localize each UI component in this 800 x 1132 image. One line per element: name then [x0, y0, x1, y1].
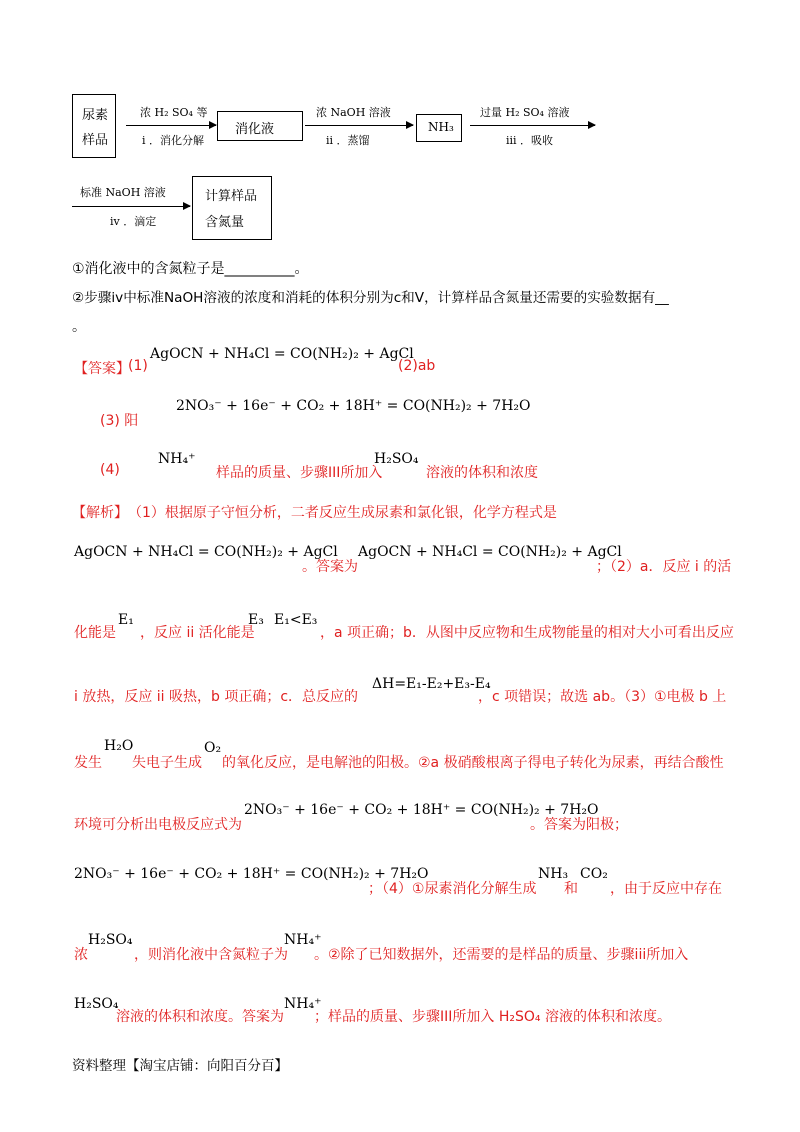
analysis-delta-h: ΔH=E₁-E₂+E₃-E₄	[372, 676, 491, 692]
analysis-line-9c: ；样品的质量、步骤III所加入 H₂SO₄ 溶液的体积和浓度。	[314, 1009, 671, 1025]
analysis-h2so4-repeat: H₂SO₄	[74, 996, 119, 1012]
box-calc-line2: 含氮量	[205, 215, 245, 230]
analysis-eq-b-repeat: 2NO₃⁻ + 16e⁻ + CO₂ + 18H⁺ = CO(NH₂)₂ + 7H₂O	[74, 866, 429, 882]
analysis-line-2a: 。答案为	[302, 559, 358, 575]
analysis-line-5c: 的氧化反应，是电解池的阳极。②a 极硝酸根离子得电子转化为尿素，再结合酸性	[222, 755, 724, 771]
box-digestion-text: 消化液	[235, 122, 275, 137]
analysis-line-5b: 失电子生成	[132, 755, 202, 771]
answer-1-num: (1)	[128, 358, 148, 374]
analysis-nh3: NH₃	[538, 866, 569, 882]
question-1: ①消化液中的含氮粒子是__________。	[72, 261, 309, 277]
arrow-3	[470, 125, 595, 126]
answer-3: (3) 阳	[100, 413, 139, 429]
analysis-line-7c: 和	[564, 881, 578, 897]
answer-4-nh4: NH₄⁺	[158, 451, 196, 467]
analysis-line-1: （1）根据原子守恒分析，二者反应生成尿素和氯化银，化学方程式是	[128, 505, 557, 521]
analysis-nh4-repeat: NH₄⁺	[284, 996, 322, 1012]
analysis-line-8c: 。②除了已知数据外，还需要的是样品的质量、步骤iii所加入	[314, 947, 689, 963]
analysis-line-7d: ，由于反应中存在	[610, 881, 722, 897]
analysis-line-6a: 环境可分析出电极反应式为	[74, 817, 242, 833]
analysis-nh4: NH₄⁺	[284, 932, 322, 948]
question-2-end: 。	[72, 319, 86, 335]
arrow2-bottom-label: ii ．蒸馏	[326, 134, 370, 147]
box-calc-line1: 计算样品	[205, 189, 258, 204]
answer-4-text: 样品的质量、步骤III所加入	[216, 465, 383, 481]
arrow2-top-label: 浓 NaOH 溶液	[316, 106, 391, 119]
arrow1-bottom-label: i ．消化分解	[142, 134, 205, 147]
analysis-e1: E₁	[118, 612, 134, 628]
analysis-line-3b: ，反应 ii 活化能是	[140, 625, 255, 641]
analysis-h2so4: H₂SO₄	[88, 932, 133, 948]
question-2: ②步骤iv中标准NaOH溶液的浓度和消耗的体积分别为c和V，计算样品含氮量还需要的实验数据有__	[72, 290, 669, 306]
analysis-line-2b: ；（2）a．反应 i 的活	[596, 559, 732, 575]
box-urea-line2: 样品	[82, 133, 109, 148]
answer-2: (2)ab	[398, 358, 436, 374]
analysis-line-8a: 浓	[74, 947, 88, 963]
analysis-o2: O₂	[204, 740, 222, 756]
analysis-eq-b: 2NO₃⁻ + 16e⁻ + CO₂ + 18H⁺ = CO(NH₂)₂ + 7H₂O	[244, 802, 599, 818]
analysis-eq-a-repeat: AgOCN + NH₄Cl = CO(NH₂)₂ + AgCl	[358, 544, 622, 560]
analysis-line-5a: 发生	[74, 755, 102, 771]
analysis-h2o: H₂O	[104, 738, 134, 754]
analysis-co2: CO₂	[580, 866, 608, 882]
answer-4-h2so4: H₂SO₄	[374, 451, 419, 467]
arrow-4	[72, 206, 190, 207]
analysis-line-7b: ；（4）①尿素消化分解生成	[368, 881, 537, 897]
arrow1-top-label: 浓 H₂ SO₄ 等	[140, 106, 208, 119]
footer-source: 资料整理【淘宝店铺：向阳百分百】	[72, 1058, 288, 1074]
answer-tag: 【答案】	[74, 361, 130, 377]
analysis-e1-lt-e3: E₁<E₃	[274, 612, 318, 628]
box-nh3	[416, 114, 462, 142]
answer-1-equation: AgOCN + NH₄Cl = CO(NH₂)₂ + AgCl	[150, 346, 414, 362]
analysis-e3: E₃	[248, 612, 264, 628]
box-urea-line1: 尿素	[82, 108, 109, 123]
analysis-line-3a: 化能是	[74, 625, 116, 641]
answer-3-equation: 2NO₃⁻ + 16e⁻ + CO₂ + 18H⁺ = CO(NH₂)₂ + 7H₂O	[176, 398, 531, 414]
analysis-tag: 【解析】	[72, 505, 128, 521]
analysis-line-9b: 溶液的体积和浓度。答案为	[116, 1009, 284, 1025]
analysis-line-4a: i 放热，反应 ii 吸热，b 项正确；c．总反应的	[74, 689, 359, 705]
box-digestion-liquid	[217, 111, 303, 141]
box-calc-nitrogen	[192, 176, 272, 240]
analysis-line-6b: 。答案为阳极；	[530, 817, 628, 833]
answer-4-num: (4)	[100, 462, 120, 478]
arrow4-bottom-label: iv ．滴定	[110, 215, 157, 228]
analysis-line-8b: ，则消化液中含氮粒子为	[134, 947, 288, 963]
analysis-eq-a: AgOCN + NH₄Cl = CO(NH₂)₂ + AgCl	[74, 544, 338, 560]
arrow3-top-label: 过量 H₂ SO₄ 溶液	[480, 106, 570, 119]
analysis-line-3c: ，a 项正确；b．从图中反应物和生成物能量的相对大小可看出反应	[320, 625, 734, 641]
box-nh3-text: NH₃	[428, 120, 454, 134]
arrow3-bottom-label: iii ．吸收	[506, 134, 554, 147]
box-urea-sample	[72, 94, 116, 158]
answer-4-end: 溶液的体积和浓度	[426, 465, 538, 481]
arrow-1	[126, 125, 216, 126]
arrow4-top-label: 标准 NaOH 溶液	[80, 186, 166, 199]
analysis-line-4b: ，c 项错误；故选 ab。（3）①电极 b 上	[478, 689, 727, 705]
arrow-2	[305, 125, 413, 126]
